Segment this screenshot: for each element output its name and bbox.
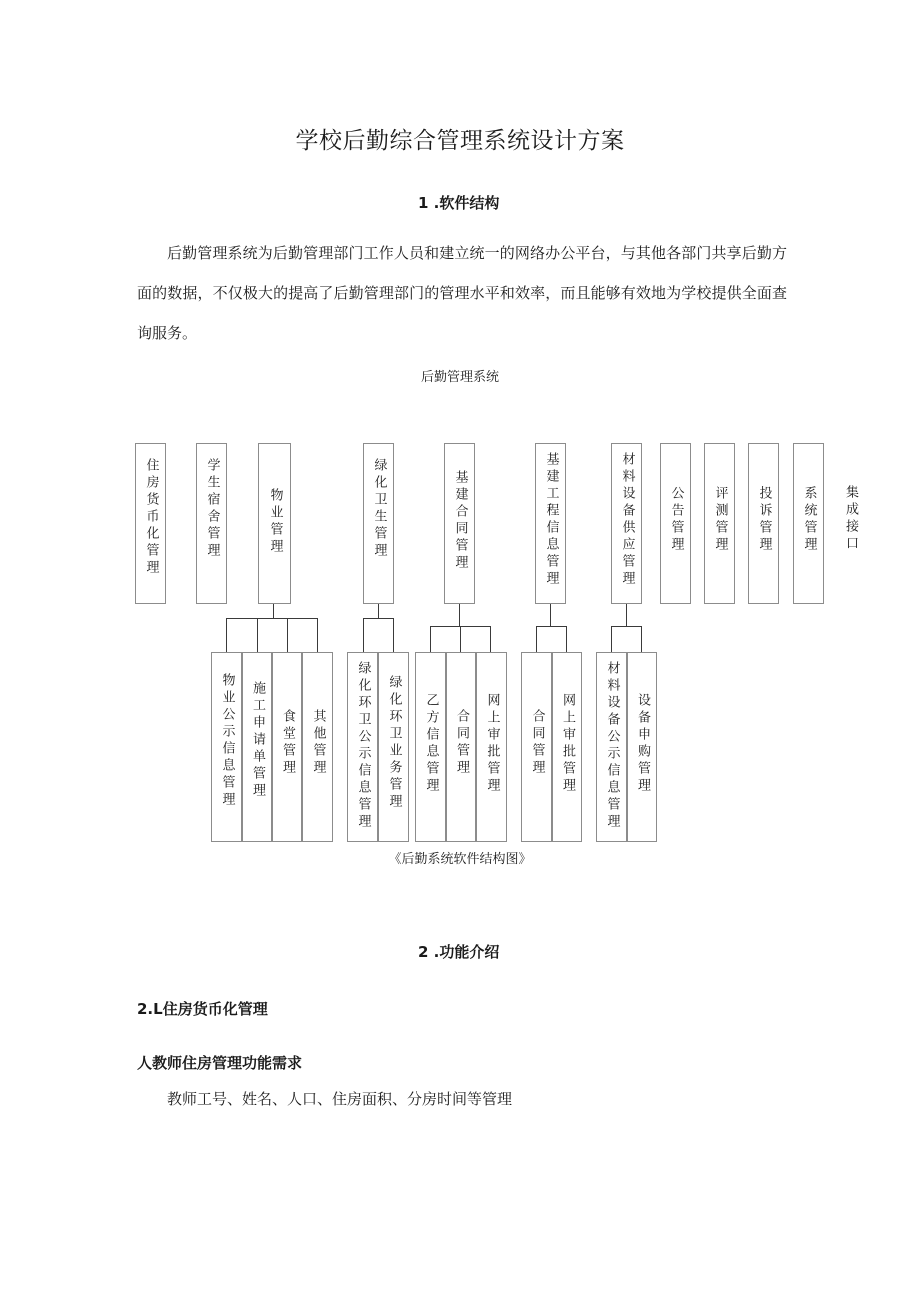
document-title: 学校后勤综合管理系统设计方案 <box>295 128 625 154</box>
subsection-text: 教师工号、姓名、人口、住房面积、分房时间等管理 <box>167 1090 513 1108</box>
connector <box>273 604 274 618</box>
section-2-heading: 2 .功能介绍 <box>418 943 500 961</box>
submodule-label: 网上审批管理 <box>484 693 500 795</box>
connector <box>363 618 364 652</box>
connector <box>287 618 288 652</box>
module-construction-contract <box>444 443 475 604</box>
module-label: 系统管理 <box>801 486 817 554</box>
connector <box>611 626 642 627</box>
module-label: 公告管理 <box>668 486 684 554</box>
module-greening <box>363 443 394 604</box>
submodule-canteen <box>272 652 302 842</box>
module-evaluation <box>704 443 735 604</box>
submodule-label: 绿化环卫公示信息管理 <box>355 661 371 831</box>
submodule-label: 材料设备公示信息管理 <box>604 661 620 831</box>
connector <box>257 618 258 652</box>
connector <box>460 626 461 652</box>
module-label: 基建工程信息管理 <box>543 452 559 588</box>
diagram-title: 后勤管理系统 <box>420 370 499 385</box>
module-label: 基建合同管理 <box>452 470 468 572</box>
submodule-engineering-approval <box>552 652 582 842</box>
connector <box>611 626 612 652</box>
submodule-materials-notice <box>596 652 627 842</box>
connector <box>378 604 379 618</box>
connector <box>430 626 431 652</box>
connector <box>317 618 318 652</box>
section-2-1-heading: 2.L住房货币化管理 <box>137 1000 268 1018</box>
module-housing <box>135 443 166 604</box>
submodule-label: 物业公示信息管理 <box>219 673 235 809</box>
module-system <box>793 443 824 604</box>
module-label: 材料设备供应管理 <box>619 452 635 588</box>
connector <box>459 604 460 626</box>
module-label: 住房货币化管理 <box>143 458 159 577</box>
submodule-greening-notice <box>347 652 378 842</box>
submodule-equipment-purchase <box>627 652 657 842</box>
submodule-construction-application <box>242 652 272 842</box>
module-announcement <box>660 443 691 604</box>
module-construction-info <box>535 443 566 604</box>
submodule-label: 网上审批管理 <box>560 693 575 795</box>
submodule-label: 施工申请单管理 <box>250 681 265 800</box>
connector <box>393 618 394 652</box>
submodule-label: 合同管理 <box>529 709 545 777</box>
connector <box>626 604 627 626</box>
module-label: 绿化卫生管理 <box>371 458 387 560</box>
section-1-heading: 1 .软件结构 <box>418 194 500 212</box>
connector <box>226 618 318 619</box>
connector <box>536 626 537 652</box>
submodule-label: 乙方信息管理 <box>423 693 439 795</box>
section-1-paragraph: 后勤管理系统为后勤管理部门工作人员和建立统一的网络办公平台，与其他各部门共享后勤方面的数据，不仅极大的提高了后勤管理部门的管理水平和效率，而且能够有效地为学校提供全面查询服务。 <box>137 244 787 342</box>
submodule-contract <box>446 652 476 842</box>
submodule-property-notice <box>211 652 242 842</box>
submodule-party-b-info <box>415 652 446 842</box>
submodule-greening-business <box>378 652 409 842</box>
submodule-label: 绿化环卫业务管理 <box>386 675 402 811</box>
module-label: 物业管理 <box>267 488 283 556</box>
connector <box>641 626 642 652</box>
subsection-heading: 人教师住房管理功能需求 <box>137 1054 303 1072</box>
submodule-label: 合同管理 <box>454 709 469 777</box>
module-label: 评测管理 <box>712 486 728 554</box>
module-complaint <box>748 443 779 604</box>
module-label: 学生宿舍管理 <box>204 458 220 560</box>
connector <box>550 604 551 626</box>
connector <box>226 618 227 652</box>
module-property <box>258 443 291 604</box>
submodule-label: 设备申购管理 <box>635 693 650 795</box>
submodule-label: 其他管理 <box>310 709 326 777</box>
module-dormitory <box>196 443 227 604</box>
submodule-label: 食堂管理 <box>280 709 295 777</box>
connector <box>363 618 394 619</box>
submodule-engineering-contract <box>521 652 552 842</box>
diagram-caption: 《后勤系统软件结构图》 <box>388 852 532 867</box>
connector <box>536 626 567 627</box>
integration-interface-label: 集成接口 <box>843 485 858 553</box>
connector <box>490 626 491 652</box>
submodule-other <box>302 652 333 842</box>
submodule-online-approval <box>476 652 507 842</box>
module-label: 投诉管理 <box>756 486 772 554</box>
module-materials <box>611 443 642 604</box>
connector <box>566 626 567 652</box>
